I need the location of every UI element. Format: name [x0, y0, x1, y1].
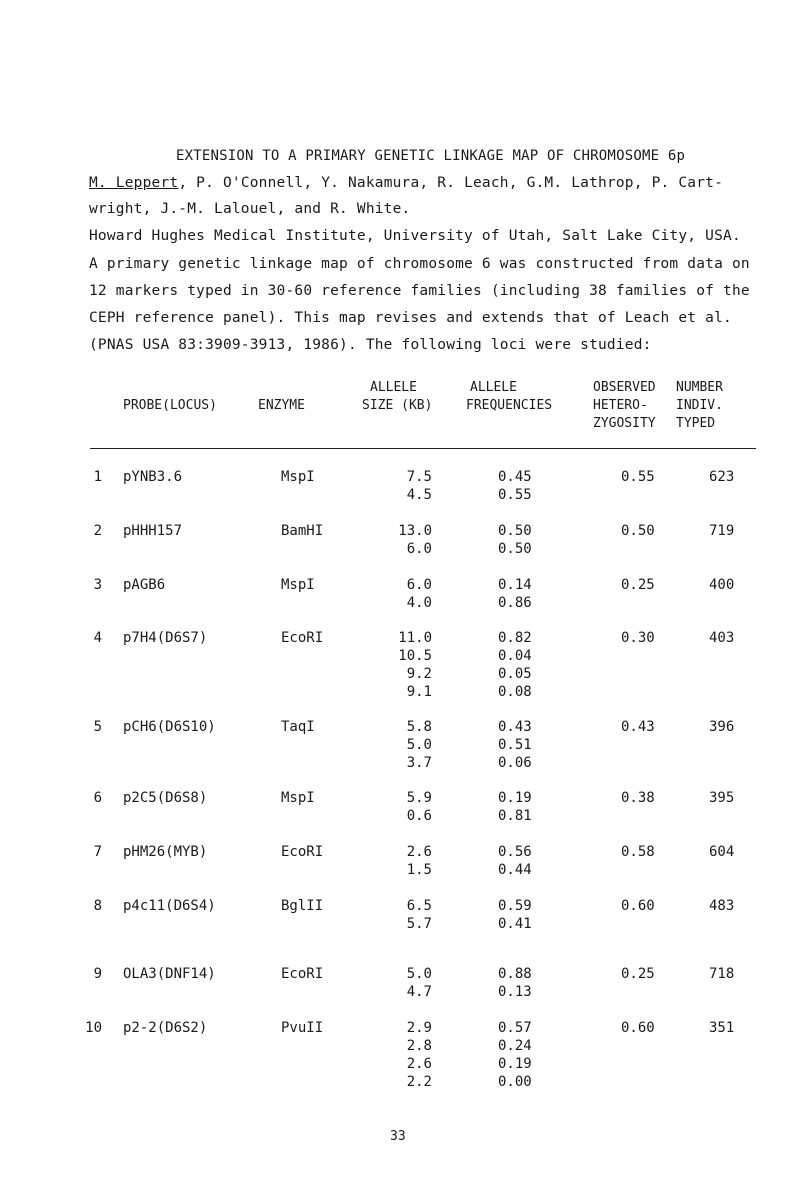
header-number-typed: NUMBER INDIV. TYPED: [676, 380, 723, 431]
enzyme: TaqI: [281, 719, 315, 735]
row-number: 10: [85, 1020, 102, 1036]
allele-frequency-value: 0.57: [498, 1020, 532, 1036]
individuals-typed: 483: [709, 898, 735, 914]
abstract-line: CEPH reference panel). This map revises and extends that of Leach et al.: [89, 310, 732, 326]
allele-frequency-value: 0.41: [498, 916, 532, 932]
allele-size-value: 9.2: [406, 666, 432, 682]
individuals-typed: 604: [709, 844, 735, 860]
probe-locus: pCH6(D6S10): [123, 719, 216, 735]
allele-frequency-value: 0.55: [498, 487, 532, 503]
abstract-line: 12 markers typed in 30-60 reference families (including 38 families of the: [89, 283, 750, 299]
allele-frequency-value: 0.56: [498, 844, 532, 860]
probe-locus: p4c11(D6S4): [123, 898, 216, 914]
individuals-typed: 403: [709, 630, 735, 646]
authors-line-2: wright, J.-M. Lalouel, and R. White.: [89, 201, 411, 217]
allele-size-value: 5.9: [406, 790, 432, 806]
probe-locus: pHHH157: [123, 523, 183, 539]
header-observed-heterozygosity: OBSERVED HETERO- ZYGOSITY: [593, 380, 656, 431]
allele-frequency-value: 0.50: [498, 523, 532, 539]
probe-locus: p2C5(D6S8): [123, 790, 208, 806]
heterozygosity: 0.25: [621, 966, 655, 982]
probe-locus: pAGB6: [123, 577, 166, 593]
allele-frequency-value: 0.88: [498, 966, 532, 982]
row-number: 3: [93, 577, 102, 593]
row-number: 9: [93, 966, 102, 982]
probe-locus: p2-2(D6S2): [123, 1020, 208, 1036]
enzyme: MspI: [281, 790, 315, 806]
probe-locus: OLA3(DNF14): [123, 966, 216, 982]
row-number: 5: [93, 719, 102, 735]
allele-frequency-value: 0.08: [498, 684, 532, 700]
allele-frequencies: [498, 965, 532, 1001]
page-title: EXTENSION TO A PRIMARY GENETIC LINKAGE MAP OF CHROMOSOME 6p: [176, 148, 686, 164]
allele-frequencies: [498, 522, 532, 558]
header-probe: PROBE(LOCUS): [123, 398, 217, 413]
allele-frequencies: [498, 468, 532, 504]
authors-rest: , P. O'Connell, Y. Nakamura, R. Leach, G.M. Lathrop, P. Cart-: [178, 175, 724, 191]
allele-size-value: 5.0: [406, 966, 432, 982]
allele-frequencies: [498, 897, 532, 933]
heterozygosity: 0.50: [621, 523, 655, 539]
row-number: 1: [93, 469, 102, 485]
probe-locus: pHM26(MYB): [123, 844, 208, 860]
allele-sizes: [360, 468, 432, 504]
allele-size-value: 3.7: [406, 755, 432, 771]
allele-size-value: 5.7: [406, 916, 432, 932]
allele-size-value: 6.0: [406, 541, 432, 557]
abstract-line: A primary genetic linkage map of chromosome 6 was constructed from data on: [89, 256, 750, 272]
header-divider: [90, 448, 756, 449]
row-number: 6: [93, 790, 102, 806]
header-allele-frequencies: ALLELE FREQUENCIES: [466, 380, 553, 413]
allele-sizes: [360, 576, 432, 612]
allele-sizes: [360, 965, 432, 1001]
individuals-typed: 719: [709, 523, 735, 539]
allele-frequency-value: 0.04: [498, 648, 532, 664]
allele-frequency-value: 0.14: [498, 577, 532, 593]
allele-frequency-value: 0.44: [498, 862, 532, 878]
enzyme: EcoRI: [281, 630, 324, 646]
allele-sizes: [360, 897, 432, 933]
allele-size-value: 2.6: [406, 844, 432, 860]
allele-size-value: 2.2: [406, 1074, 432, 1090]
allele-frequency-value: 0.24: [498, 1038, 532, 1054]
allele-frequencies: [498, 576, 532, 612]
page-number: 33: [390, 1129, 406, 1144]
heterozygosity: 0.38: [621, 790, 655, 806]
allele-frequency-value: 0.06: [498, 755, 532, 771]
allele-size-value: 7.5: [406, 469, 432, 485]
heterozygosity: 0.60: [621, 898, 655, 914]
allele-size-value: 2.8: [406, 1038, 432, 1054]
individuals-typed: 400: [709, 577, 735, 593]
authors-line-1: [89, 175, 723, 191]
allele-frequencies: [498, 1019, 532, 1091]
allele-size-value: 5.8: [406, 719, 432, 735]
allele-sizes: [360, 629, 432, 701]
allele-frequencies: [498, 718, 532, 772]
row-number: 2: [93, 523, 102, 539]
allele-frequency-value: 0.19: [498, 1056, 532, 1072]
individuals-typed: 351: [709, 1020, 735, 1036]
row-number: 4: [93, 630, 102, 646]
allele-frequency-value: 0.05: [498, 666, 532, 682]
heterozygosity: 0.25: [621, 577, 655, 593]
affiliation: Howard Hughes Medical Institute, University of Utah, Salt Lake City, USA.: [89, 228, 741, 244]
allele-frequency-value: 0.45: [498, 469, 532, 485]
allele-frequency-value: 0.00: [498, 1074, 532, 1090]
row-number: 8: [93, 898, 102, 914]
abstract-line: (PNAS USA 83:3909-3913, 1986). The following loci were studied:: [89, 337, 652, 353]
allele-size-value: 11.0: [398, 630, 432, 646]
allele-frequency-value: 0.59: [498, 898, 532, 914]
individuals-typed: 718: [709, 966, 735, 982]
allele-size-value: 13.0: [398, 523, 432, 539]
allele-frequency-value: 0.86: [498, 595, 532, 611]
allele-frequencies: [498, 629, 532, 701]
allele-frequency-value: 0.19: [498, 790, 532, 806]
heterozygosity: 0.58: [621, 844, 655, 860]
allele-size-value: 2.6: [406, 1056, 432, 1072]
probe-locus: p7H4(D6S7): [123, 630, 208, 646]
enzyme: BglII: [281, 898, 324, 914]
allele-sizes: [360, 718, 432, 772]
probe-locus: pYNB3.6: [123, 469, 183, 485]
allele-size-value: 2.9: [406, 1020, 432, 1036]
row-number: 7: [93, 844, 102, 860]
heterozygosity: 0.43: [621, 719, 655, 735]
heterozygosity: 0.55: [621, 469, 655, 485]
allele-sizes: [360, 843, 432, 879]
enzyme: MspI: [281, 577, 315, 593]
allele-size-value: 4.7: [406, 984, 432, 1000]
allele-size-value: 4.0: [406, 595, 432, 611]
enzyme: EcoRI: [281, 844, 324, 860]
header-allele-size: ALLELE SIZE (KB): [362, 380, 433, 413]
allele-frequencies: [498, 789, 532, 825]
allele-frequency-value: 0.43: [498, 719, 532, 735]
heterozygosity: 0.30: [621, 630, 655, 646]
individuals-typed: 623: [709, 469, 735, 485]
allele-sizes: [360, 522, 432, 558]
individuals-typed: 396: [709, 719, 735, 735]
allele-sizes: [360, 1019, 432, 1091]
allele-sizes: [360, 789, 432, 825]
allele-size-value: 1.5: [406, 862, 432, 878]
allele-size-value: 6.0: [406, 577, 432, 593]
heterozygosity: 0.60: [621, 1020, 655, 1036]
allele-size-value: 9.1: [406, 684, 432, 700]
allele-size-value: 4.5: [406, 487, 432, 503]
allele-frequencies: [498, 843, 532, 879]
enzyme: PvuII: [281, 1020, 324, 1036]
allele-frequency-value: 0.82: [498, 630, 532, 646]
individuals-typed: 395: [709, 790, 735, 806]
lead-author: M. Leppert: [89, 175, 179, 191]
allele-size-value: 5.0: [406, 737, 432, 753]
header-enzyme: ENZYME: [258, 398, 305, 413]
allele-frequency-value: 0.81: [498, 808, 532, 824]
allele-frequency-value: 0.13: [498, 984, 532, 1000]
allele-frequency-value: 0.51: [498, 737, 532, 753]
allele-size-value: 0.6: [406, 808, 432, 824]
enzyme: EcoRI: [281, 966, 324, 982]
allele-size-value: 10.5: [398, 648, 432, 664]
enzyme: MspI: [281, 469, 315, 485]
allele-frequency-value: 0.50: [498, 541, 532, 557]
enzyme: BamHI: [281, 523, 324, 539]
allele-size-value: 6.5: [406, 898, 432, 914]
